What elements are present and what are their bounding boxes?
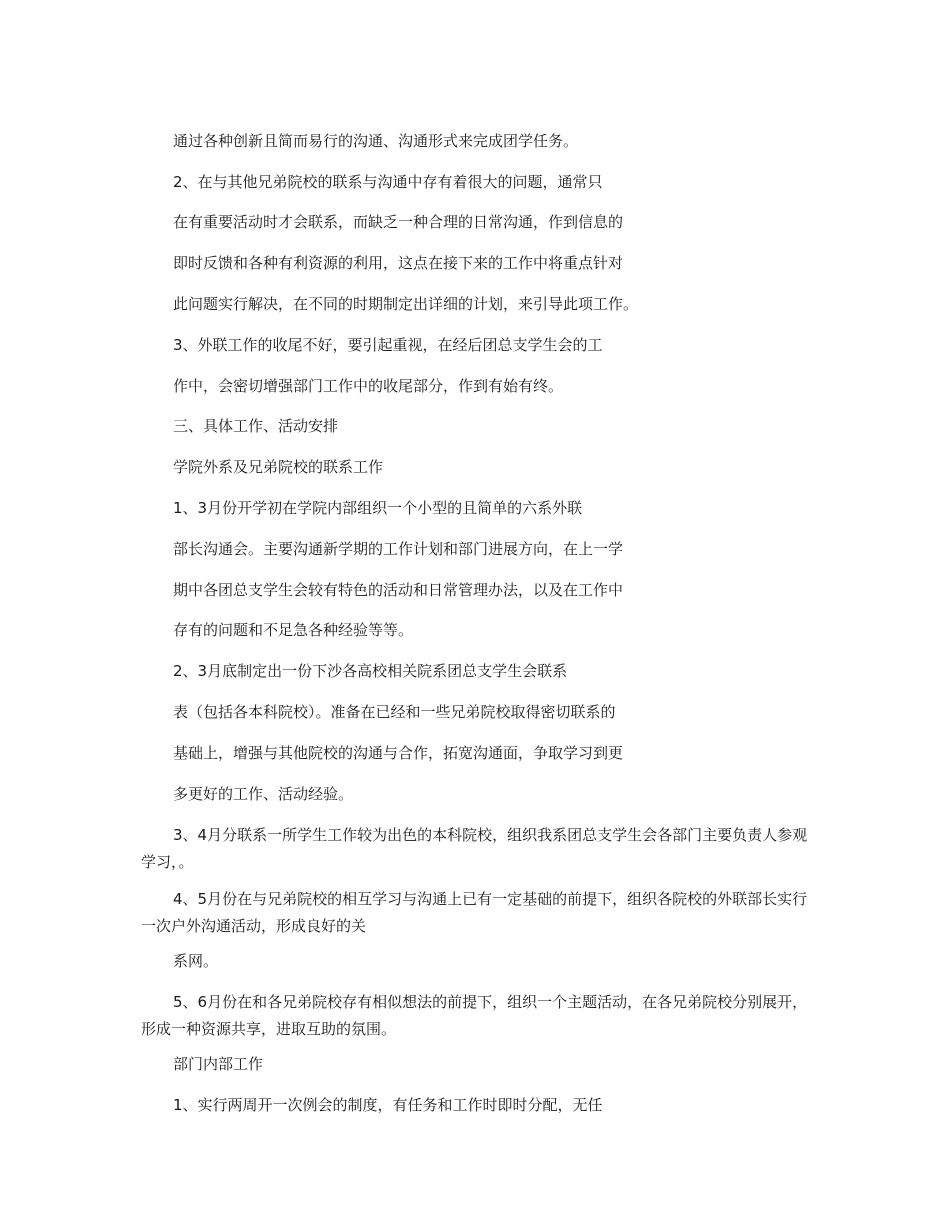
paragraph-line: 2、3月底制定出一份下沙各高校相关院系团总支学生会联系 [173,662,568,680]
paragraph-block: 5、6月份在和各兄弟院校存有相似想法的前提下，组织一个主题活动，在各兄弟院校分别展开，形成一种资源共享，进取互助的氛围。 [141,993,808,1038]
paragraph-line: 表（包括各本科院校）。准备在已经和一些兄弟院校取得密切联系的 [173,703,616,721]
subsection-heading: 部门内部工作 [173,1055,264,1073]
subsection-heading: 学院外系及兄弟院校的联系工作 [173,458,384,476]
paragraph-block: 3、4月分联系一所学生工作较为出色的本科院校，组织我系团总支学生会各部门主要负责人参观学习，。 [141,826,808,871]
paragraph-line: 多更好的工作、活动经验。 [173,785,354,803]
paragraph-line: 3、外联工作的收尾不好，要引起重视，在经后团总支学生会的工 [173,336,603,354]
paragraph-line: 存有的问题和不足急各种经验等等。 [173,621,414,639]
paragraph-line: 2、在与其他兄弟院校的联系与沟通中存有着很大的问题，通常只 [173,173,603,191]
paragraph-line: 此问题实行解决，在不同的时期制定出详细的计划，来引导此项工作。 [173,295,639,313]
paragraph-block: 4、5月份在与兄弟院校的相互学习与沟通上已有一定基础的前提下，组织各院校的外联部长实行一次户外沟通活动，形成良好的关 [141,890,808,935]
paragraph-line: 基础上，增强与其他院校的沟通与合作，拓宽沟通面，争取学习到更 [173,744,624,762]
paragraph-line: 部长沟通会。主要沟通新学期的工作计划和部门进展方向，在上一学 [173,540,624,558]
paragraph-line: 作中，会密切增强部门工作中的收尾部分，作到有始有终。 [173,377,564,395]
paragraph-line: 1、实行两周开一次例会的制度，有任务和工作时即时分配，无任 [173,1096,603,1114]
paragraph-line: 即时反馈和各种有利资源的利用，这点在接下来的工作中将重点针对 [173,254,624,272]
paragraph-line: 1、3月份开学初在学院内部组织一个小型的且简单的六系外联 [173,499,583,517]
section-heading: 三、具体工作、活动安排 [173,417,339,435]
paragraph-line: 期中各团总支学生会较有特色的活动和日常管理办法，以及在工作中 [173,581,624,599]
paragraph-line: 在有重要活动时才会联系，而缺乏一种合理的日常沟通，作到信息的 [173,213,624,231]
paragraph-line: 通过各种创新且简而易行的沟通、沟通形式来完成团学任务。 [173,132,579,150]
paragraph-line: 系网。 [173,952,219,970]
